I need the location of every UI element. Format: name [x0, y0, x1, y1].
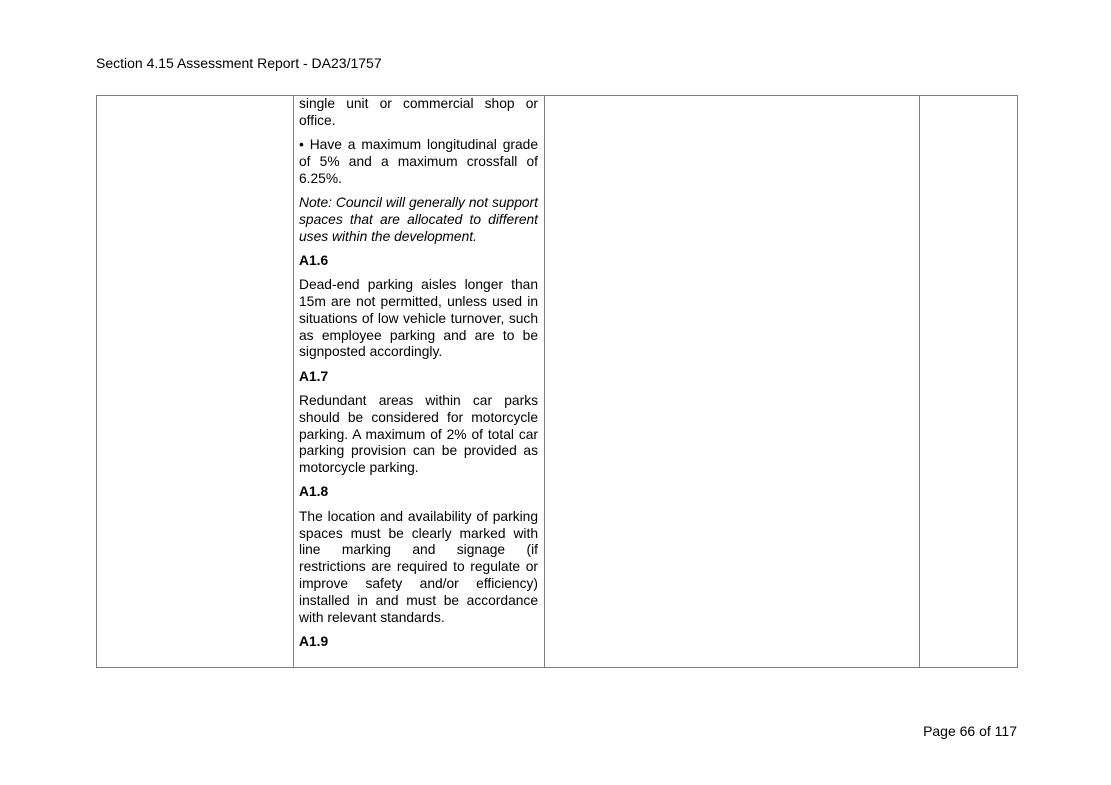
control-column-cell: [97, 96, 294, 668]
requirement-bullet: • Have a maximum longitudinal grade of 5% and a maximum crossfall of 6.25%.: [299, 137, 538, 186]
assessment-table: [96, 95, 1018, 668]
table-row: [97, 96, 1018, 668]
clause-text-a1-7: Redundant areas within car parks should be considered for motorcycle parking. A maximum of 2% of total car parking provision can be provided as motorcycle parking.: [299, 392, 538, 476]
report-header: Section 4.15 Assessment Report - DA23/1757: [96, 55, 382, 71]
council-note: Note: Council will generally not support spaces that are allocated to different uses within the development.: [299, 194, 538, 244]
clause-heading-a1-6: A1.6: [299, 252, 329, 268]
clause-heading-a1-9: A1.9: [299, 633, 329, 649]
clause-text-a1-6: Dead-end parking aisles longer than 15m are not permitted, unless used in situations of low vehicle turnover, such as employee parking and are to be signposted accordingly.: [299, 277, 538, 360]
requirement-paragraph: single unit or commercial shop or office.: [299, 96, 538, 128]
compliance-column-cell: [920, 96, 1018, 668]
clause-heading-a1-8: A1.8: [299, 484, 329, 500]
proposal-column-cell: [545, 96, 920, 668]
requirement-text: [294, 96, 544, 651]
clause-heading-a1-7: A1.7: [299, 368, 329, 384]
clause-text-a1-8: The location and availability of parking spaces must be clearly marked with line marking and signage (if restrictions are required to regulate or improve safety and/or efficiency) installed in and must be accordance with relevant standards.: [299, 508, 538, 625]
requirement-column-cell: [294, 96, 545, 668]
page-number: Page 66 of 117: [923, 723, 1017, 739]
